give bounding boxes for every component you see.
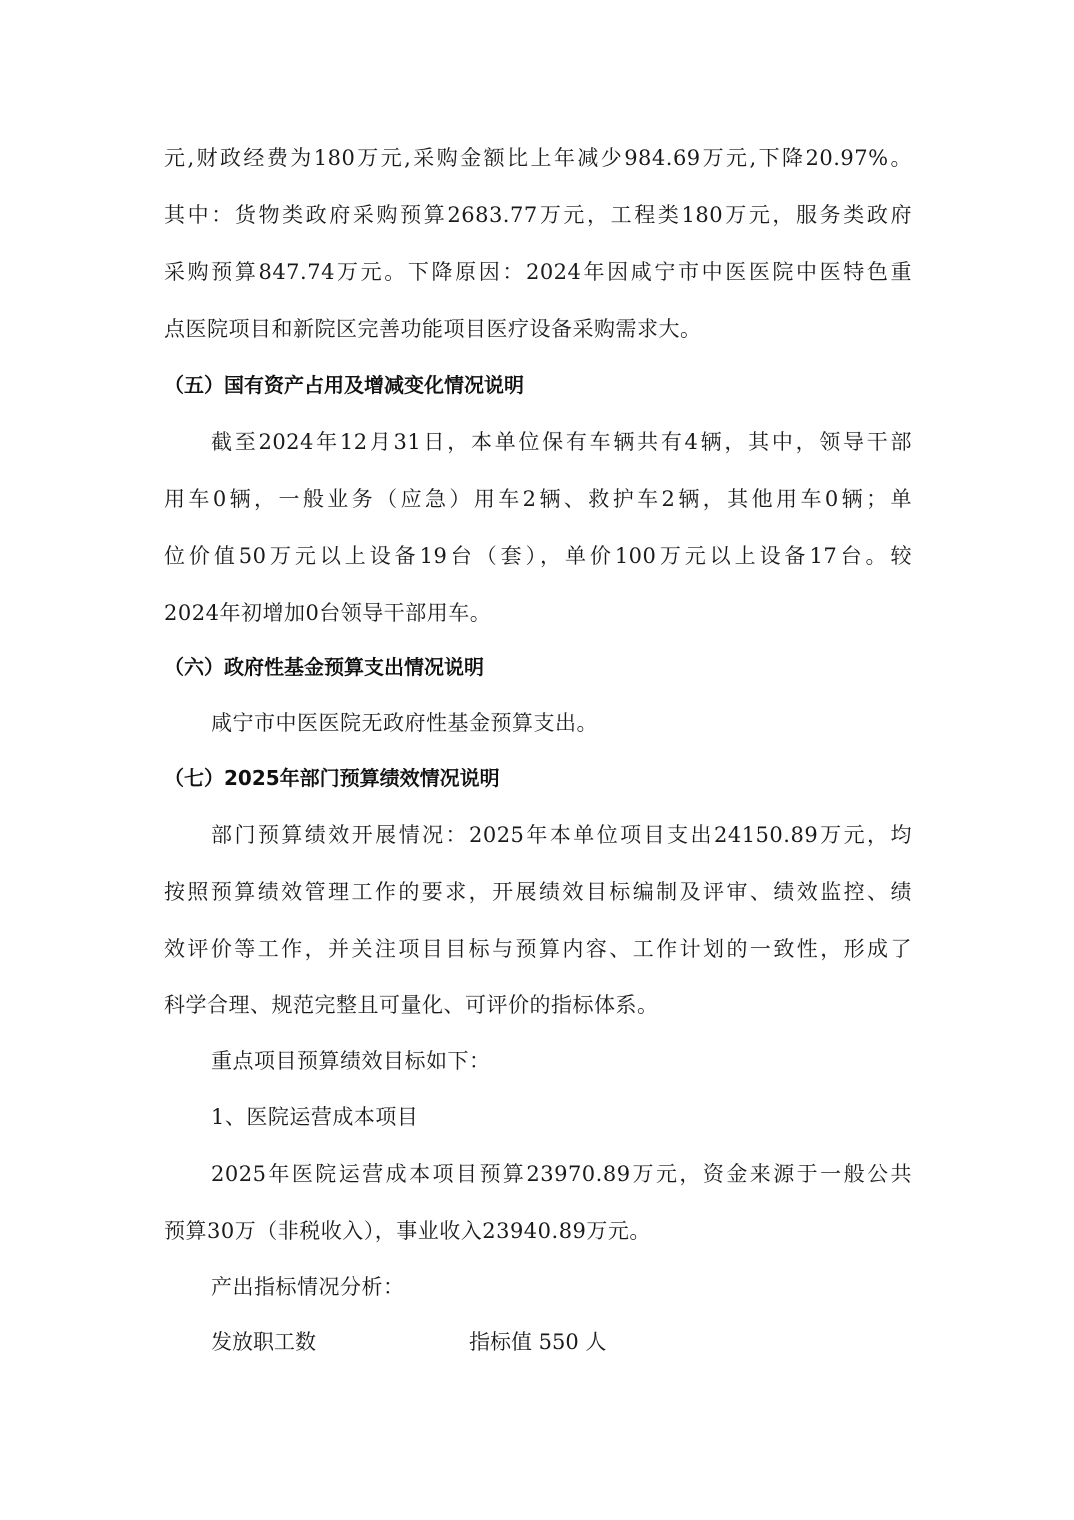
paragraph-line: 1、医院运营成本项目 <box>211 1105 419 1129</box>
section-heading-5: （五）国有资产占用及增减变化情况说明 <box>164 373 524 397</box>
paragraph-line: 采购预算847.74万元。下降原因：2024年因咸宁市中医医院中医特色重 <box>164 260 912 284</box>
paragraph-line: 2024年初增加0台领导干部用车。 <box>164 601 492 625</box>
paragraph-line: 咸宁市中医医院无政府性基金预算支出。 <box>211 711 598 735</box>
metric-name: 发放职工数 <box>211 1330 316 1354</box>
paragraph-line: 其中：货物类政府采购预算2683.77万元，工程类180万元，服务类政府 <box>164 203 912 227</box>
paragraph-line: 用车0辆，一般业务（应急）用车2辆、救护车2辆，其他用车0辆；单 <box>164 487 912 511</box>
paragraph-line: 预算30万（非税收入），事业收入23940.89万元。 <box>164 1219 651 1243</box>
paragraph-line: 截至2024年12月31日，本单位保有车辆共有4辆，其中，领导干部 <box>211 430 912 454</box>
section-heading-6: （六）政府性基金预算支出情况说明 <box>164 655 484 679</box>
paragraph-line: 点医院项目和新院区完善功能项目医疗设备采购需求大。 <box>164 317 702 341</box>
paragraph-line: 重点项目预算绩效目标如下： <box>211 1049 491 1073</box>
paragraph-line: 效评价等工作，并关注项目目标与预算内容、工作计划的一致性，形成了 <box>164 937 912 961</box>
paragraph-line: 2025年医院运营成本项目预算23970.89万元，资金来源于一般公共 <box>211 1162 912 1186</box>
paragraph-line: 位价值50万元以上设备19台（套），单价100万元以上设备17台。较 <box>164 544 912 568</box>
paragraph-line: 元,财政经费为180万元,采购金额比上年减少984.69万元,下降20.97%。 <box>164 146 912 170</box>
paragraph-line: 产出指标情况分析： <box>211 1275 405 1299</box>
section-heading-7: （七）2025年部门预算绩效情况说明 <box>164 766 500 790</box>
paragraph-line: 部门预算绩效开展情况：2025年本单位项目支出24150.89万元，均 <box>211 823 912 847</box>
metric-value: 指标值 550 人 <box>469 1330 607 1354</box>
paragraph-line: 按照预算绩效管理工作的要求，开展绩效目标编制及评审、绩效监控、绩 <box>164 880 912 904</box>
paragraph-line: 科学合理、规范完整且可量化、可评价的指标体系。 <box>164 993 659 1017</box>
